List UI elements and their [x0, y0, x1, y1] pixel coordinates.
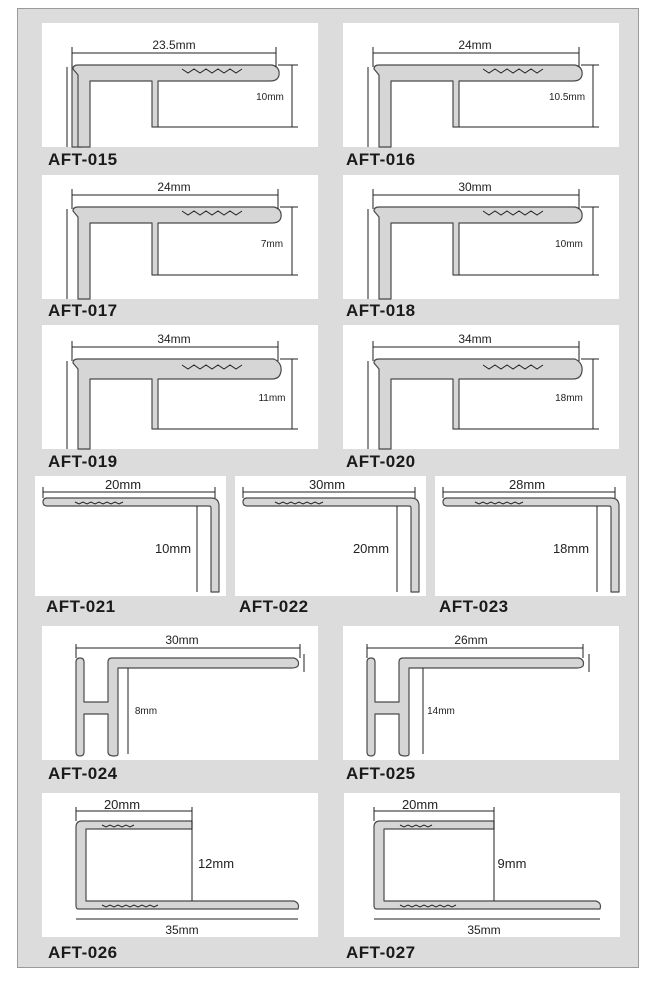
- profile-card-aft-020: [343, 325, 619, 449]
- height-label: 9mm: [497, 856, 527, 871]
- width-label: 34mm: [157, 332, 191, 346]
- width-label: 24mm: [458, 38, 492, 52]
- profile-code: AFT-024: [48, 764, 118, 783]
- height-label: 8mm: [134, 706, 158, 717]
- height-label: 18mm: [552, 541, 590, 556]
- profile-code: AFT-019: [48, 452, 118, 471]
- profile-card-aft-023: [435, 476, 626, 596]
- width-label: 24mm: [157, 180, 191, 194]
- width-label: 28mm: [508, 477, 546, 492]
- width-label: 30mm: [458, 180, 492, 194]
- profile-card-aft-025: [343, 626, 619, 760]
- profile-aft-025-drawing: [343, 626, 619, 760]
- profile-code: AFT-022: [239, 597, 309, 616]
- catalogue-frame: [17, 8, 639, 968]
- base-label: 35mm: [165, 923, 199, 937]
- profile-code: AFT-026: [48, 943, 118, 962]
- profile-code: AFT-027: [346, 943, 416, 962]
- width-label: 34mm: [458, 332, 492, 346]
- profile-aft-024-drawing: [42, 626, 318, 760]
- width-label: 26mm: [454, 633, 488, 647]
- profile-aft-027-drawing: [344, 793, 620, 937]
- profile-code: AFT-015: [48, 150, 118, 169]
- profile-code: AFT-021: [46, 597, 116, 616]
- profile-card-aft-024: [42, 626, 318, 760]
- profile-card-aft-015: [42, 23, 318, 147]
- width-label: 30mm: [165, 633, 199, 647]
- profile-card-aft-016: [343, 23, 619, 147]
- height-label: 18mm: [555, 393, 583, 404]
- profile-aft-016-drawing: [343, 23, 619, 147]
- profile-code: AFT-023: [439, 597, 509, 616]
- height-label: 10mm: [154, 541, 192, 556]
- width-label: 20mm: [401, 797, 439, 812]
- width-label: 20mm: [103, 797, 141, 812]
- profile-aft-019-drawing: [42, 325, 318, 449]
- profile-card-aft-027: [344, 793, 620, 937]
- height-label: 14mm: [427, 706, 455, 717]
- profile-code: AFT-018: [346, 301, 416, 320]
- height-label: 7mm: [260, 239, 284, 250]
- profile-aft-023-drawing: [435, 476, 626, 596]
- height-label: 11mm: [258, 393, 286, 404]
- profile-aft-015-drawing: [42, 23, 318, 147]
- profile-aft-022-drawing: [235, 476, 426, 596]
- profile-card-aft-017: [42, 175, 318, 299]
- height-label: 20mm: [352, 541, 390, 556]
- profile-code: AFT-025: [346, 764, 416, 783]
- base-label: 35mm: [467, 923, 501, 937]
- profile-aft-018-drawing: [343, 175, 619, 299]
- profile-card-aft-026: [42, 793, 318, 937]
- profile-code: AFT-016: [346, 150, 416, 169]
- height-label: 10.5mm: [548, 92, 586, 103]
- profile-card-aft-021: [35, 476, 226, 596]
- profile-code: AFT-017: [48, 301, 118, 320]
- profile-code: AFT-020: [346, 452, 416, 471]
- height-label: 10mm: [256, 92, 284, 103]
- width-label: 23.5mm: [152, 38, 196, 52]
- profile-aft-017-drawing: [42, 175, 318, 299]
- profile-card-aft-022: [235, 476, 426, 596]
- profile-card-aft-019: [42, 325, 318, 449]
- width-label: 20mm: [104, 477, 142, 492]
- profile-card-aft-018: [343, 175, 619, 299]
- profile-aft-020-drawing: [343, 325, 619, 449]
- height-label: 12mm: [197, 856, 235, 871]
- width-label: 30mm: [308, 477, 346, 492]
- profile-aft-021-drawing: [35, 476, 226, 596]
- profile-aft-026-drawing: [42, 793, 318, 937]
- height-label: 10mm: [555, 239, 583, 250]
